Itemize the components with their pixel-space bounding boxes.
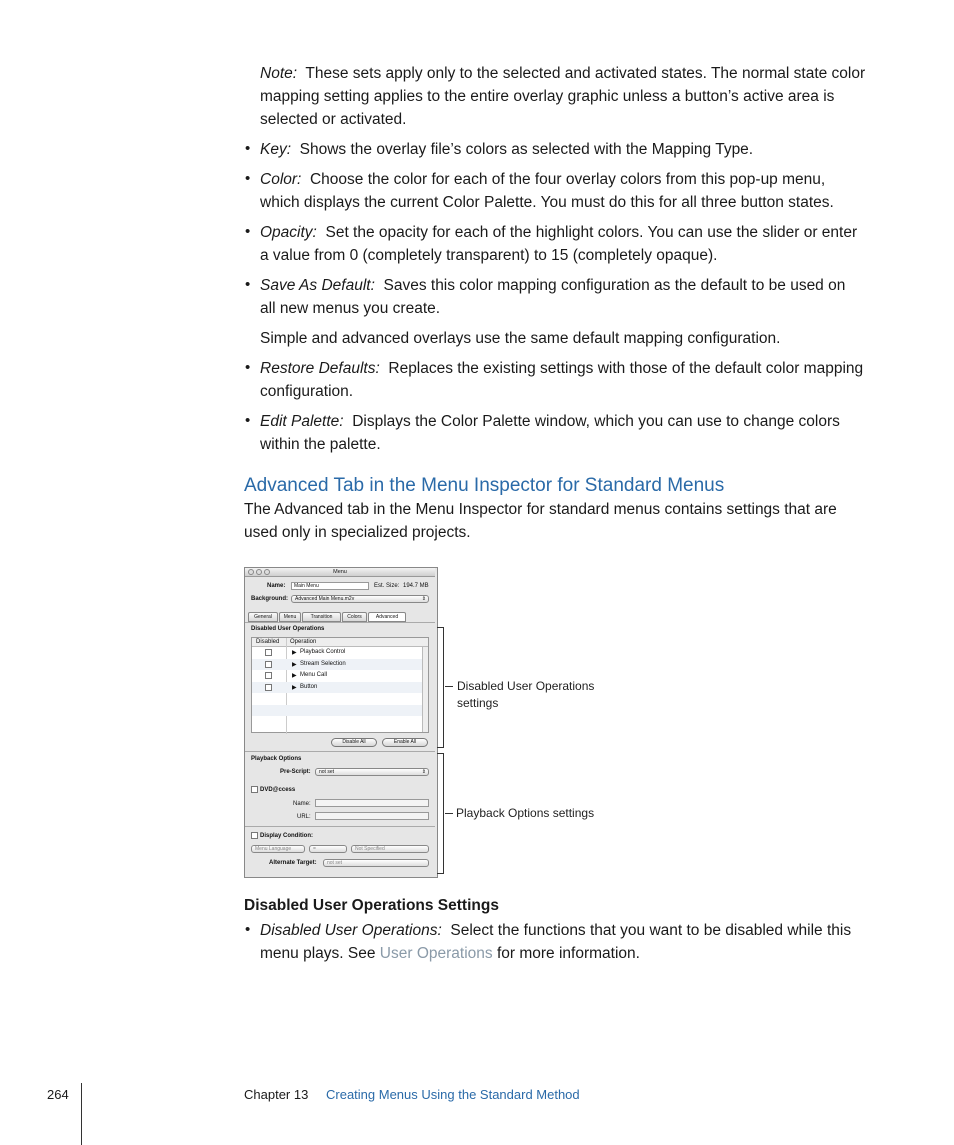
disable-checkbox[interactable]: [265, 661, 272, 668]
page-number: 264: [47, 1087, 69, 1102]
item-color: [260, 168, 834, 214]
item-save-default: [260, 274, 845, 320]
item-text: Choose the color for each of the four overlay colors from this pop-up menu,: [309, 171, 826, 188]
playback-callout-line: [445, 813, 453, 814]
menu-inspector-screenshot: [244, 567, 438, 878]
item-text: Set the opacity for each of the highlight colors. You can use the slider or enter: [325, 224, 858, 241]
operation-label: Menu Call: [300, 672, 328, 678]
condition-popup-2[interactable]: [309, 845, 347, 853]
footer-chapter-title: Creating Menus Using the Standard Method: [326, 1087, 580, 1102]
playback-heading: Playback Options: [251, 756, 302, 762]
table-row[interactable]: [252, 659, 422, 671]
item-edit-palette: [260, 410, 840, 456]
bullet-key: •: [245, 140, 251, 157]
tab-general[interactable]: General: [248, 612, 278, 622]
item-term: Opacity:: [260, 224, 317, 241]
item-text: configuration.: [260, 383, 354, 400]
duo-callout-line-1: Disabled User Operations: [457, 679, 595, 693]
note-paragraph: [260, 62, 865, 131]
col-disabled: Disabled: [256, 639, 280, 645]
dvd-url-label: URL:: [297, 814, 311, 820]
disclosure-triangle-icon[interactable]: ▶: [292, 673, 297, 679]
item-text: Select the functions that you want to be disabled while this: [450, 922, 852, 939]
dvd-url-field[interactable]: [315, 812, 429, 820]
dvd-name-field[interactable]: [315, 799, 429, 807]
prescript-value: not set: [319, 769, 335, 775]
bullet-disabled-ops: •: [245, 921, 251, 938]
alt-target-value: not set: [327, 860, 343, 866]
est-size-value: 194.7 MB: [403, 583, 429, 589]
item-term: Color:: [260, 171, 302, 188]
condition-value-2: =: [313, 846, 316, 852]
section-intro: [244, 498, 837, 544]
operation-label: Stream Selection: [300, 660, 346, 667]
operation-label: Button: [300, 683, 318, 690]
alt-target-label: Alternate Target:: [269, 860, 317, 866]
popup-arrows-icon: ⇕: [421, 769, 426, 775]
background-popup[interactable]: [291, 595, 429, 603]
user-operations-link[interactable]: User Operations: [379, 945, 493, 962]
item-text: menu plays. See: [260, 945, 376, 962]
condition-popup-3[interactable]: [351, 845, 429, 853]
disable-checkbox[interactable]: [265, 649, 272, 656]
name-label: Name:: [267, 583, 286, 589]
bullet-color: •: [245, 170, 251, 187]
condition-value-3: Not Specified: [355, 846, 385, 852]
bullet-edit-palette: •: [245, 412, 251, 429]
tab-menu[interactable]: Menu: [279, 612, 301, 622]
prescript-popup[interactable]: [315, 768, 429, 776]
disable-checkbox[interactable]: [265, 672, 272, 679]
item-text: Replaces the existing settings with those of the default color mapping: [388, 360, 864, 377]
item-term: Edit Palette:: [260, 413, 344, 430]
bullet-restore-defaults: •: [245, 359, 251, 376]
intro-line-2: used only in specialized projects.: [244, 524, 471, 541]
disclosure-triangle-icon[interactable]: ▶: [292, 650, 297, 656]
close-window-icon[interactable]: [248, 569, 254, 575]
duo-callout-line: [445, 686, 453, 687]
item-opacity: [260, 221, 857, 267]
dvd-access-label: DVD@ccess: [260, 787, 296, 793]
section-divider: [245, 826, 435, 827]
item-term: Key:: [260, 141, 292, 158]
item-text: all new menus you create.: [260, 300, 441, 317]
section-divider: [245, 751, 435, 752]
duo-heading: Disabled User Operations: [251, 626, 325, 632]
tab-advanced[interactable]: Advanced: [368, 612, 406, 622]
condition-value-1: Menu Language: [255, 846, 292, 852]
item-key: [260, 138, 753, 161]
popup-arrows-icon: ⇕: [421, 596, 426, 602]
item-text: Displays the Color Palette window, which you can use to change colors: [352, 413, 840, 430]
playback-callout: Playback Options settings: [456, 806, 595, 820]
prescript-label: Pre-Script:: [280, 769, 311, 775]
table-row: [252, 705, 422, 717]
subheading: Disabled User Operations Settings: [244, 897, 499, 914]
table-header: [252, 638, 428, 647]
section-heading: Advanced Tab in the Menu Inspector for Standard Menus: [244, 475, 725, 496]
enable-all-button[interactable]: Enable All: [382, 738, 428, 747]
item-text: which displays the current Color Palette. You must do this for all three button states.: [260, 194, 834, 211]
item-disabled-ops: [260, 919, 851, 965]
tab-colors[interactable]: Colors: [342, 612, 367, 622]
intro-line-1: The Advanced tab in the Menu Inspector for standard menus contains settings that are: [244, 501, 837, 518]
table-scrollbar[interactable]: [422, 647, 428, 732]
duo-callout: [457, 678, 594, 712]
background-value: Advanced Main Menu.m2v: [295, 596, 355, 602]
table-row[interactable]: [252, 647, 422, 659]
note-label: Note:: [260, 65, 298, 82]
col-operation: Operation: [290, 639, 317, 645]
footer-chapter: Chapter 13: [244, 1087, 309, 1102]
display-condition-checkbox[interactable]: [251, 832, 258, 839]
save-default-extra: Simple and advanced overlays use the same default mapping configuration.: [260, 330, 781, 347]
item-term: Restore Defaults:: [260, 360, 380, 377]
item-text: a value from 0 (completely transparent) to 15 (completely opaque).: [260, 247, 718, 264]
operations-table: [251, 637, 429, 733]
item-text: Shows the overlay file’s colors as selected with the Mapping Type.: [299, 141, 754, 158]
minimize-window-icon[interactable]: [256, 569, 262, 575]
disable-checkbox[interactable]: [265, 684, 272, 691]
item-text: for more information.: [496, 945, 640, 962]
item-restore-defaults: [260, 357, 863, 403]
disclosure-triangle-icon[interactable]: ▶: [292, 684, 297, 691]
disable-all-button[interactable]: Disable All: [331, 738, 377, 747]
playback-bracket: [437, 753, 444, 874]
bullet-save-default: •: [245, 276, 251, 293]
window-title: Menu: [333, 569, 347, 575]
note-line-3: selected or activated.: [260, 111, 407, 128]
dvd-access-checkbox[interactable]: [251, 786, 258, 793]
duo-callout-line-2: settings: [457, 696, 499, 710]
operation-label: Playback Control: [300, 649, 346, 655]
tab-divider: [245, 622, 435, 623]
est-size-label: Est. Size:: [374, 583, 400, 589]
disclosure-triangle-icon[interactable]: ▶: [292, 661, 297, 668]
item-text: Saves this color mapping configuration as the default to be used on: [383, 277, 846, 294]
table-row[interactable]: [252, 670, 422, 682]
note-line-1: These sets apply only to the selected and activated states. The normal state color: [305, 65, 866, 82]
item-text: within the palette.: [260, 436, 381, 453]
zoom-window-icon[interactable]: [264, 569, 270, 575]
item-term: Disabled User Operations:: [260, 922, 442, 939]
duo-bracket: [437, 627, 444, 748]
tab-transition[interactable]: Transition: [302, 612, 341, 622]
item-term: Save As Default:: [260, 277, 375, 294]
window-titlebar: [245, 568, 435, 577]
note-line-2: mapping setting applies to the entire overlay graphic unless a button’s active area is: [260, 88, 835, 105]
condition-popup-1[interactable]: [251, 845, 305, 853]
alt-target-popup[interactable]: [323, 859, 429, 867]
name-field[interactable]: Main Menu: [291, 582, 369, 590]
table-row[interactable]: [252, 682, 422, 694]
background-label: Background:: [251, 596, 289, 602]
dvd-name-label: Name:: [293, 801, 311, 807]
bullet-opacity: •: [245, 223, 251, 240]
display-condition-label: Display Condition:: [260, 833, 313, 839]
footer-divider: [81, 1083, 82, 1145]
